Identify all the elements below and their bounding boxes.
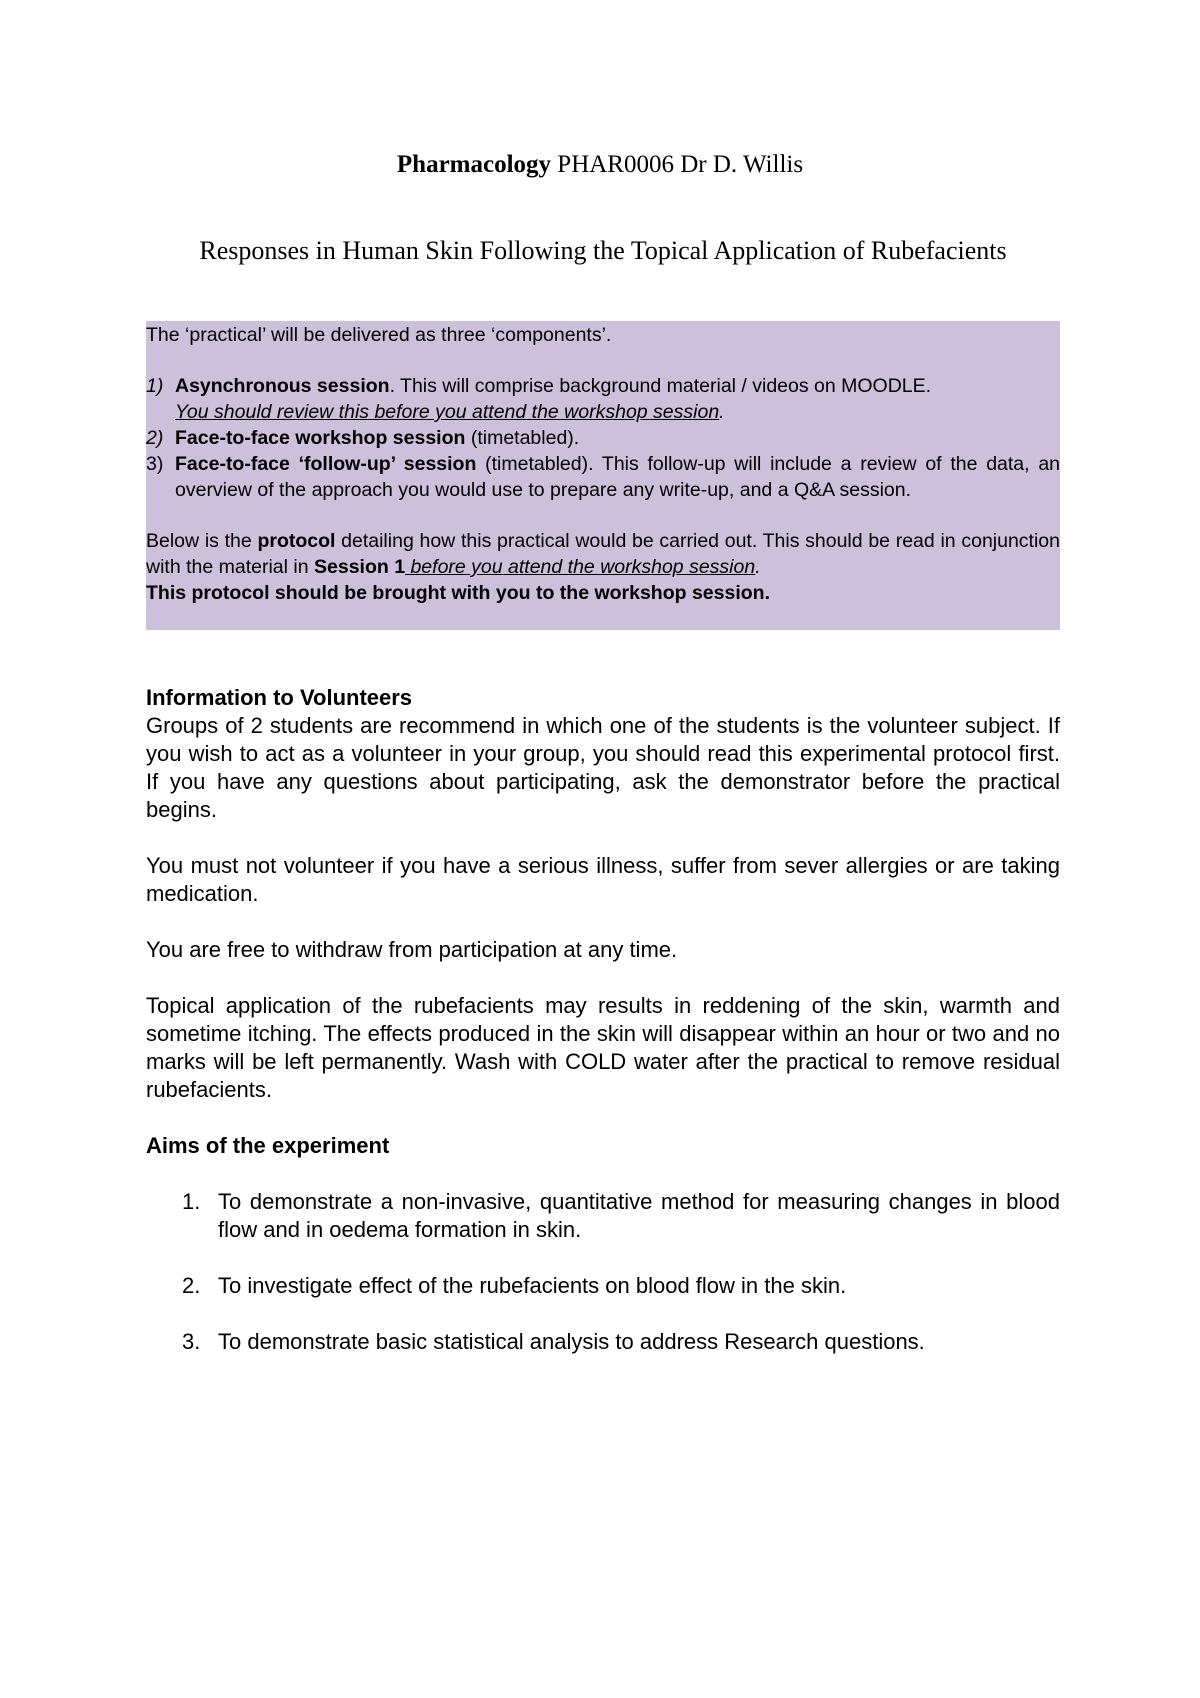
volunteers-paragraph: You are free to withdraw from participation at any time. bbox=[146, 937, 678, 962]
component-number: 3) bbox=[146, 453, 164, 475]
volunteers-paragraph: You must not volunteer if you have a serious illness, suffer from sever allergies or are taking medication. bbox=[146, 853, 1060, 906]
aim-number: 3. bbox=[182, 1329, 201, 1354]
aims-heading: Aims of the experiment bbox=[146, 1133, 390, 1158]
document-title: Responses in Human Skin Following the Topical Application of Rubefacients bbox=[199, 236, 1007, 265]
practical-notice-box bbox=[146, 321, 1060, 630]
component-number: 2) bbox=[146, 427, 164, 449]
component-item: 1) Asynchronous session. This will comprise background material / videos on MOODLE. You should review this before you attend the workshop session. bbox=[146, 375, 932, 423]
course-name: Pharmacology bbox=[396, 151, 552, 178]
components-list bbox=[146, 373, 1060, 503]
aim-item bbox=[146, 1188, 1060, 1244]
component-title: Asynchronous session bbox=[175, 375, 390, 397]
aim-number: 1. bbox=[182, 1189, 201, 1214]
aim-number: 2. bbox=[182, 1273, 201, 1298]
protocol-paragraph: Below is the protocol detailing how this practical would be carried out. This should be read in conjunction with the material in Session 1 before you attend the workshop session. bbox=[146, 530, 1060, 578]
component-note: You should review this before you attend the workshop session bbox=[175, 401, 720, 423]
component-item bbox=[146, 451, 1060, 503]
component-text: (timetabled). bbox=[465, 427, 580, 449]
aim-item bbox=[146, 1272, 1060, 1300]
bring-protocol-note: This protocol should be brought with you to the workshop session. bbox=[146, 582, 770, 604]
course-header bbox=[0, 148, 1200, 182]
aim-text: To demonstrate basic statistical analysis to address Research questions. bbox=[218, 1329, 925, 1354]
volunteers-paragraph: Groups of 2 students are recommend in which one of the students is the volunteer subject. If you wish to act as a volunteer in your group, you should read this experimental protocol first. If you have any questions about participating, ask the demonstrator before the practical begins. bbox=[146, 713, 1060, 822]
component-text: (timetabled). This follow-up will include a review of the data, an overview of the approach you would use to prepare any write-up, and a Q&A session. bbox=[175, 453, 1061, 501]
component-title: Face-to-face ‘follow-up’ session bbox=[175, 453, 477, 475]
lecturer-name: Dr D. Willis bbox=[680, 151, 804, 178]
main-content bbox=[146, 684, 1060, 1384]
component-text: . This will comprise background material / videos on MOODLE. bbox=[389, 375, 932, 397]
component-item bbox=[146, 425, 1060, 451]
component-title: Face-to-face workshop session bbox=[175, 427, 466, 449]
volunteers-paragraph: Topical application of the rubefacients may results in reddening of the skin, warmth and sometime itching. The effects produced in the skin will disappear within an hour or two and no marks will be left permanently. Wash with COLD water after the practical to remove residual rubefacients. bbox=[146, 993, 1060, 1102]
aims-list bbox=[146, 1188, 1060, 1356]
component-number: 1) bbox=[146, 375, 164, 397]
notice-intro: The ‘practical’ will be delivered as three ‘components’. bbox=[146, 324, 612, 346]
aim-text: To investigate effect of the rubefacients on blood flow in the skin. bbox=[218, 1273, 847, 1298]
volunteers-heading: Information to Volunteers bbox=[146, 685, 413, 710]
course-code: PHAR0006 bbox=[557, 151, 674, 178]
aim-item bbox=[146, 1328, 1060, 1356]
aim-text: To demonstrate a non-invasive, quantitative method for measuring changes in blood flow and in oedema formation in skin. bbox=[218, 1189, 1060, 1242]
